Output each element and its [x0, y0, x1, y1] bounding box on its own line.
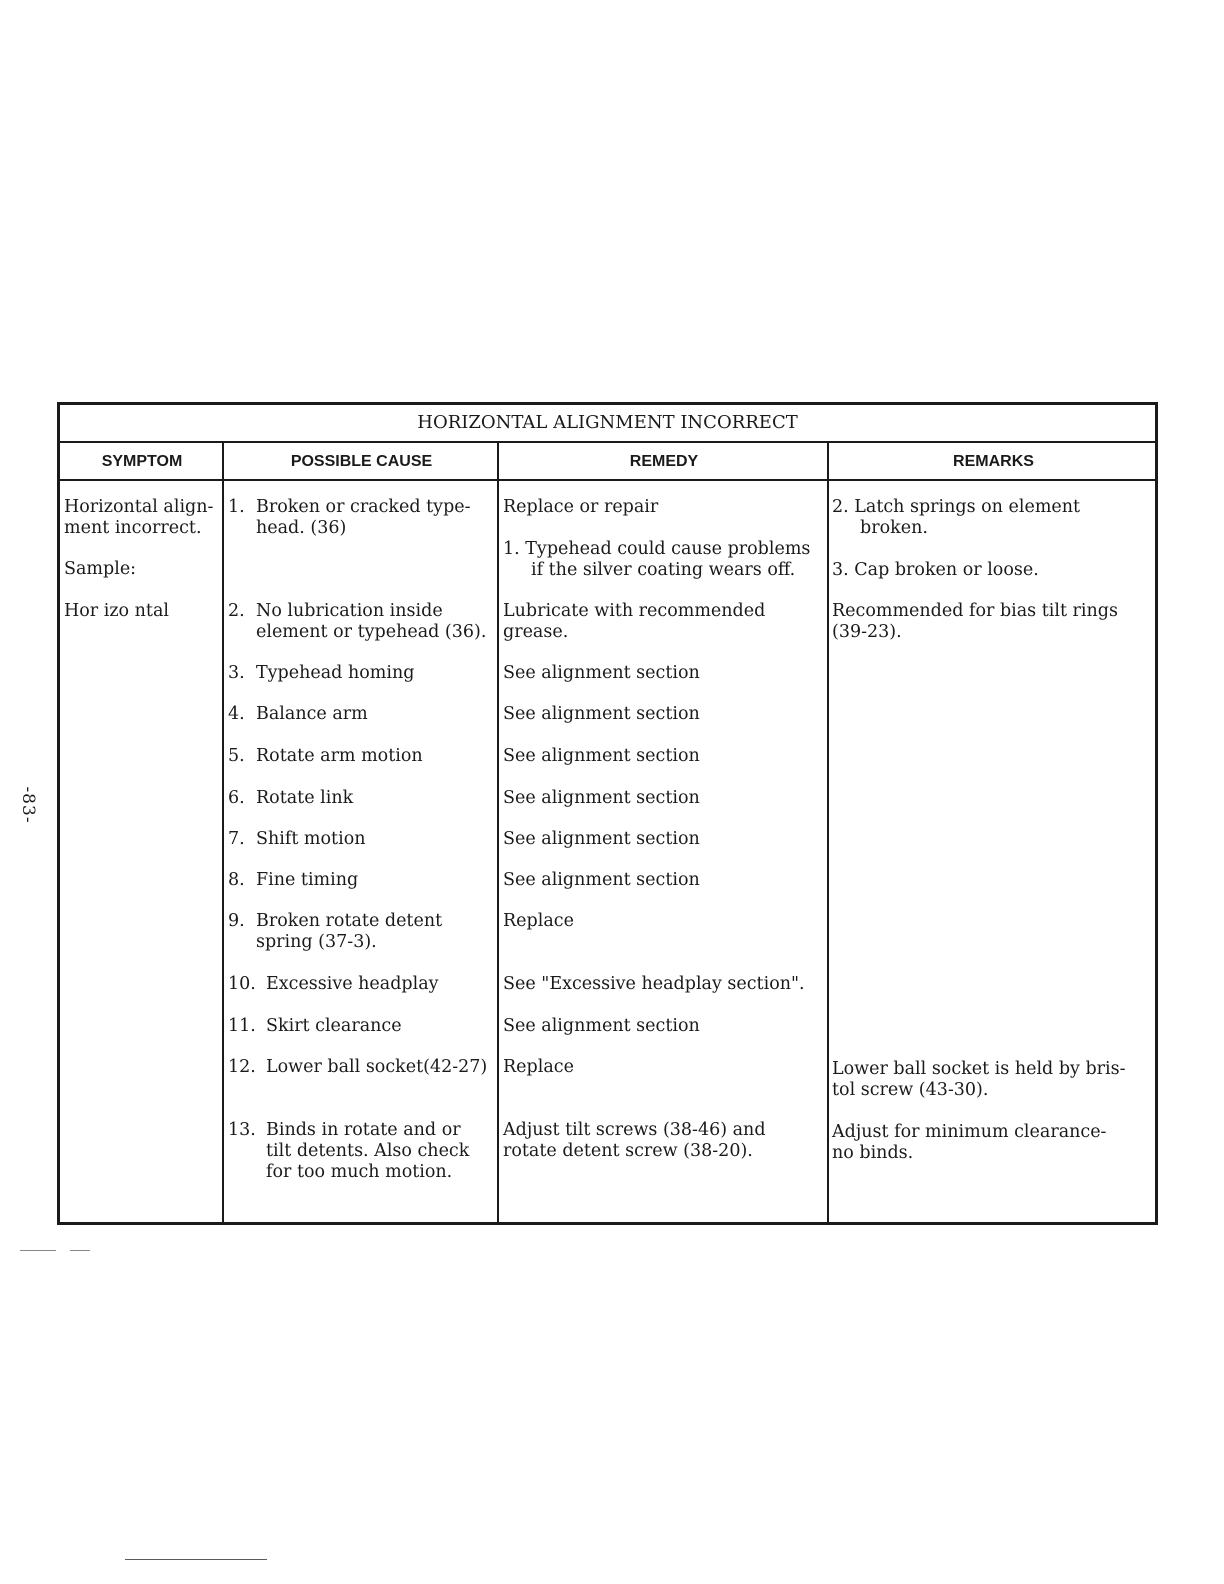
item-number: 3. [228, 663, 245, 683]
table-header-row [60, 443, 1155, 481]
remarks-cell [832, 1059, 1156, 1101]
remedy-line: grease. [503, 622, 569, 642]
symptom-line: ment incorrect. [64, 518, 202, 538]
remarks-note-line: 3. Cap broken or loose. [832, 560, 1039, 580]
cause-item [228, 1120, 500, 1183]
item-number: 4. [228, 704, 245, 724]
remarks-line: tol screw (43-30). [832, 1080, 989, 1100]
table-title: HORIZONTAL ALIGNMENT INCORRECT [60, 405, 1155, 443]
cause-item [228, 870, 500, 891]
remedy-line: Lubricate with recommended [503, 601, 766, 621]
item-number: 1. [228, 497, 245, 517]
remarks-line: 2. Latch springs on element [832, 497, 1081, 517]
remarks-line: broken. [860, 518, 928, 538]
cause-line: Balance arm [256, 704, 368, 724]
remedy-line: See "Excessive headplay section". [503, 974, 805, 994]
remedy-note-line: 1. Typehead could cause problems [503, 539, 811, 559]
remedy-line: See alignment section [503, 1016, 700, 1036]
remarks-line: Recommended for bias tilt rings [832, 601, 1118, 621]
cause-line: tilt detents. Also check [266, 1141, 470, 1161]
cause-line: Skirt clearance [266, 1016, 402, 1036]
item-number: 13. [228, 1120, 256, 1140]
remedy-line: Replace [503, 911, 574, 931]
cause-line: Broken rotate detent [256, 911, 443, 931]
item-number: 2. [228, 601, 245, 621]
scan-rule [70, 1250, 90, 1251]
sample-label: Sample: [64, 559, 137, 579]
header-remedy: REMEDY [629, 453, 699, 470]
item-number: 12. [228, 1057, 256, 1077]
remarks-cell [832, 601, 1156, 643]
page-number: -83- [18, 786, 38, 824]
remarks-cell [832, 1122, 1156, 1164]
remedy-line: Adjust tilt screws (38-46) and [503, 1120, 766, 1140]
cause-line: Excessive headplay [266, 974, 439, 994]
scan-rule [125, 1559, 267, 1560]
item-number: 8. [228, 870, 245, 890]
cause-line: Broken or cracked type- [256, 497, 471, 517]
cause-line: element or typehead (36). [256, 622, 487, 642]
symptom-cell [64, 497, 224, 622]
cause-item [228, 663, 500, 684]
remedy-line: Replace or repair [503, 497, 659, 517]
cause-line: Binds in rotate and or [266, 1120, 461, 1140]
scan-rule [20, 1250, 56, 1251]
cause-item [228, 829, 500, 850]
cause-item [228, 704, 500, 725]
item-number: 10. [228, 974, 256, 994]
cause-item [228, 1057, 500, 1078]
cause-item [228, 1016, 500, 1037]
item-number: 11. [228, 1016, 256, 1036]
cause-line: Shift motion [256, 829, 366, 849]
remedy-cell [503, 601, 829, 643]
cause-item [228, 974, 500, 995]
item-number: 9. [228, 911, 245, 931]
remedy-note-line: if the silver coating wears off. [531, 560, 796, 580]
remedy-line: Replace [503, 1057, 574, 1077]
header-symptom: SYMPTOM [101, 453, 183, 470]
header-remarks: REMARKS [953, 453, 1034, 470]
cause-item [228, 746, 500, 767]
remarks-line: Adjust for minimum clearance- [832, 1122, 1107, 1142]
remedy-line: See alignment section [503, 663, 700, 683]
remarks-line: (39-23). [832, 622, 902, 642]
item-number: 5. [228, 746, 245, 766]
cause-line: Rotate arm motion [256, 746, 423, 766]
remarks-cell [832, 497, 1156, 581]
troubleshooting-table [57, 402, 1158, 1225]
remarks-line: no binds. [832, 1143, 914, 1163]
cause-line: Lower ball socket(42-27) [266, 1057, 488, 1077]
cause-line: spring (37-3). [256, 932, 377, 952]
remedy-line: See alignment section [503, 870, 700, 890]
remedy-line: See alignment section [503, 704, 700, 724]
remedy-line: See alignment section [503, 746, 700, 766]
cause-line: Typehead homing [256, 663, 415, 683]
remedy-cell [503, 497, 829, 581]
remedy-cell [503, 1120, 829, 1162]
cause-line: No lubrication inside [256, 601, 443, 621]
cause-line: Fine timing [256, 870, 359, 890]
remedy-line: rotate detent screw (38-20). [503, 1141, 753, 1161]
item-number: 6. [228, 788, 245, 808]
cause-item [228, 788, 500, 809]
item-number: 7. [228, 829, 245, 849]
cause-line: head. (36) [256, 518, 347, 538]
cause-line: Rotate link [256, 788, 354, 808]
remarks-line: Lower ball socket is held by bris- [832, 1059, 1126, 1079]
cause-item [228, 911, 500, 953]
symptom-line: Horizontal align- [64, 497, 214, 517]
header-possible-cause: POSSIBLE CAUSE [290, 453, 433, 470]
remedy-line: See alignment section [503, 829, 700, 849]
remedy-line: See alignment section [503, 788, 700, 808]
cause-item [228, 497, 500, 539]
cause-line: for too much motion. [266, 1162, 453, 1182]
cause-item [228, 601, 500, 643]
sample-text: Hor izo ntal [64, 601, 169, 621]
